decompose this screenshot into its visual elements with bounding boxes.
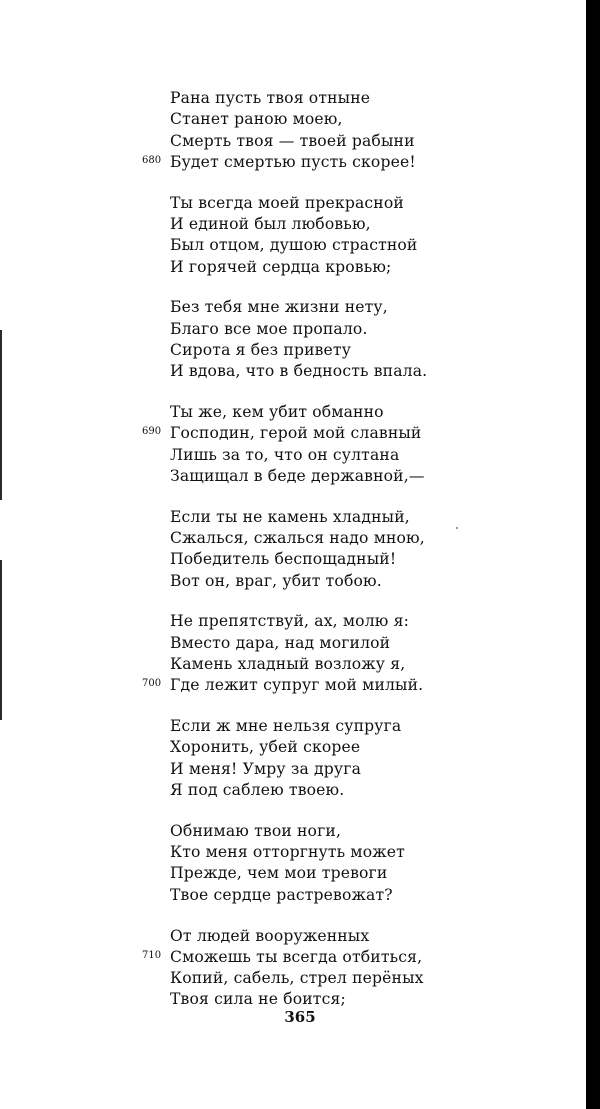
verse-line	[0, 214, 570, 235]
stanza	[0, 507, 570, 592]
verse-line	[0, 780, 570, 801]
verse-line-text: Где лежит супруг мой милый.	[170, 676, 424, 695]
verse-line	[0, 152, 570, 173]
verse-line-text: И вдова, что в бедность впала.	[170, 362, 428, 381]
verse-line	[0, 319, 570, 340]
stanza	[0, 926, 570, 1011]
verse-line	[0, 257, 570, 278]
verse-line-text: Вместо дара, над могилой	[170, 633, 391, 652]
stanza	[0, 193, 570, 278]
verse-line-text: Без тебя мне жизни нету,	[170, 298, 388, 317]
verse-line	[0, 968, 570, 989]
verse-line-text: Победитель беспощадный!	[170, 550, 397, 569]
verse-line	[0, 297, 570, 318]
verse-line-text: Лишь за то, что он султана	[170, 445, 400, 464]
verse-line-text: Камень хладный возложу я,	[170, 655, 406, 674]
verse-line-text: Если ты не камень хладный,	[170, 507, 410, 526]
verse-line-text: Был отцом, душою страстной	[170, 236, 418, 255]
verse-line-text: Станет раною моею,	[170, 110, 343, 129]
verse-line-text: Твоя сила не боится;	[170, 990, 346, 1009]
verse-line-text: Сможешь ты всегда отбиться,	[170, 947, 423, 966]
verse-line-text: Рана пусть твоя отныне	[170, 89, 371, 107]
verse-line-text: Хоронить, убей скорее	[170, 738, 361, 757]
verse-line-text: Обнимаю твои ноги,	[170, 821, 342, 840]
verse-line-text: Прежде, чем мои тревоги	[170, 864, 388, 883]
page-edge-shadow	[586, 0, 600, 1109]
verse-line	[0, 863, 570, 884]
verse-line-text: И единой был любовью,	[170, 214, 371, 233]
verse-line-text: Кто меня отторгнуть может	[170, 843, 405, 862]
verse-line	[0, 445, 570, 466]
page-number: 365	[284, 1008, 316, 1026]
verse-line	[0, 947, 570, 968]
verse-line	[0, 423, 570, 444]
verse-line	[0, 109, 570, 130]
verse-line	[0, 654, 570, 675]
verse-line	[0, 926, 570, 947]
verse-line	[0, 759, 570, 780]
stanza	[0, 821, 570, 906]
verse-line-text: Твое сердце растревожат?	[170, 885, 393, 904]
verse-line-text: От людей вооруженных	[170, 926, 370, 945]
line-number: 710	[142, 949, 162, 961]
verse-line	[0, 466, 570, 487]
poem-text	[0, 88, 570, 1030]
verse-line-text: Если ж мне нельзя супруга	[170, 717, 402, 736]
verse-line-text: Господин, герой мой славный	[170, 424, 422, 443]
verse-line	[0, 842, 570, 863]
verse-line	[0, 737, 570, 758]
verse-line-text: Не препятствуй, ах, молю я:	[170, 612, 409, 631]
verse-line	[0, 131, 570, 152]
verse-line-text: Вот он, враг, убит тобою.	[170, 571, 382, 590]
verse-line	[0, 361, 570, 382]
verse-line-text: И горячей сердца кровью;	[170, 257, 392, 276]
line-number: 690	[142, 426, 162, 438]
stanza	[0, 402, 570, 487]
stanza	[0, 88, 570, 173]
verse-line	[0, 88, 570, 109]
line-number: 700	[142, 678, 162, 690]
verse-line-text: Смерть твоя — твоей рабыни	[170, 131, 415, 150]
verse-line-text: Благо все мое пропало.	[170, 319, 368, 338]
verse-line	[0, 549, 570, 570]
verse-line	[0, 507, 570, 528]
verse-line	[0, 885, 570, 906]
verse-line	[0, 611, 570, 632]
verse-line-text: Будет смертью пусть скорее!	[170, 152, 416, 171]
verse-line-text: Я под саблею твоею.	[170, 781, 345, 800]
verse-line-text: И меня! Умру за друга	[170, 759, 362, 778]
verse-line-text: Копий, сабель, стрел перёных	[170, 969, 424, 988]
verse-line	[0, 716, 570, 737]
verse-line	[0, 571, 570, 592]
verse-line-text: Защищал в беде державной,—	[170, 466, 425, 485]
verse-line-text: Сирота я без привету	[170, 340, 352, 359]
verse-line	[0, 528, 570, 549]
stanza	[0, 611, 570, 696]
verse-line	[0, 821, 570, 842]
line-number: 680	[142, 154, 162, 166]
stanza	[0, 297, 570, 382]
verse-line-text: Ты же, кем убит обманно	[170, 403, 384, 422]
verse-line	[0, 675, 570, 696]
verse-line	[0, 633, 570, 654]
verse-line-text: Сжалься, сжалься надо мною,	[170, 529, 425, 548]
verse-line	[0, 193, 570, 214]
stanza	[0, 716, 570, 801]
verse-line	[0, 402, 570, 423]
verse-line	[0, 235, 570, 256]
verse-line-text: Ты всегда моей прекрасной	[170, 193, 404, 212]
verse-line	[0, 340, 570, 361]
